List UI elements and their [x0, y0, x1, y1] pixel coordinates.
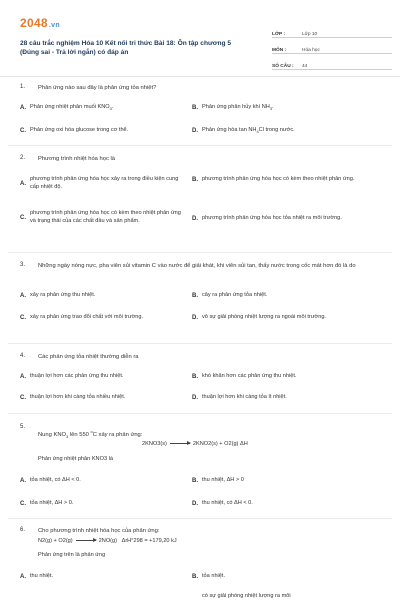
- site-logo[interactable]: [20, 16, 60, 30]
- meta-subject-value: Hóa học: [302, 48, 320, 53]
- option-2c[interactable]: [20, 210, 188, 225]
- option-letter: B.: [192, 292, 198, 299]
- option-letter: C.: [20, 127, 26, 134]
- question-stem: Những ngày nóng nực, pha viên sủi vitamin C vào nước để giải khát, khi viên sủi tan, thấy nước trong cốc mát hơn đó là do: [38, 263, 356, 269]
- option-letter: A.: [20, 180, 26, 187]
- option-text: thuận lợi hơn khi càng tỏa nhiều nhiệt.: [30, 394, 126, 400]
- question-divider: [8, 413, 392, 414]
- option-text: thuận lợi hơn các phản ứng thu nhiệt.: [30, 373, 124, 379]
- option-text: phương trình phản ứng hóa học tỏa nhiệt ra môi trường.: [202, 215, 342, 221]
- option-5b[interactable]: [192, 477, 244, 485]
- reaction-arrow-icon: [170, 443, 190, 444]
- option-letter: A.: [20, 373, 26, 380]
- option-text: cây ra phản ứng tỏa nhiệt.: [202, 292, 268, 298]
- question-stem: Phương trình nhiệt hóa học là: [38, 156, 115, 162]
- option-letter: C.: [20, 214, 26, 221]
- reaction-equation: [38, 538, 177, 544]
- option-text: có sự giải phóng nhiệt lượng ra môi: [202, 593, 291, 599]
- question-stem: Phản ứng nào sau đây là phản ứng tỏa nhiệt?: [38, 85, 157, 91]
- question-number: 4.: [20, 353, 26, 359]
- question-stem: Các phản ứng tỏa nhiệt thường diễn ra: [38, 354, 139, 360]
- option-text: khó khăn hơn các phản ứng thu nhiệt.: [202, 373, 297, 379]
- option-letter: A.: [20, 292, 26, 299]
- option-letter: B.: [192, 477, 198, 484]
- option-2a[interactable]: [20, 176, 180, 191]
- option-3b[interactable]: [192, 292, 267, 300]
- document-header: [20, 10, 390, 72]
- meta-grade-value: Lớp 10: [302, 32, 318, 37]
- option-1c[interactable]: [20, 127, 128, 135]
- option-6b[interactable]: [192, 573, 225, 581]
- option-1d[interactable]: [192, 127, 295, 136]
- question-divider: [8, 343, 392, 344]
- reaction-arrow-icon: [76, 540, 96, 541]
- meta-count: [272, 54, 392, 70]
- equation-products: 2NO(g): [98, 538, 118, 544]
- option-6a[interactable]: [20, 573, 53, 581]
- header-divider: [0, 76, 400, 77]
- option-letter: B.: [192, 573, 198, 580]
- meta-subject-label: MÔN :: [272, 48, 287, 53]
- option-text: vô sự giải phóng nhiệt lượng ra ngoài môi trường.: [202, 314, 326, 320]
- option-5c[interactable]: [20, 500, 73, 508]
- option-1a[interactable]: [20, 104, 113, 113]
- question-divider: [8, 252, 392, 253]
- option-text: phương trình phản ứng hóa học có kèm theo nhiệt phản ứng và trạng thái của các chất đầu và sản phẩm.: [30, 210, 181, 224]
- reaction-equation: [142, 441, 248, 447]
- option-5d[interactable]: [192, 500, 253, 508]
- question-stem: Nung $KNO_3$ lên 550 $^o$C xảy ra phản ứng:: [38, 429, 143, 440]
- option-letter: D.: [192, 128, 198, 135]
- option-letter: B.: [192, 176, 198, 183]
- option-letter: A.: [20, 105, 26, 112]
- meta-grade: [272, 22, 392, 38]
- meta-grade-label: LỚP :: [272, 32, 286, 37]
- option-text: Phản ứng hòa $\tan NH_4Cl$ trong nước.: [202, 127, 295, 135]
- option-text: thu nhiệt, ΔH > 0: [202, 477, 244, 483]
- option-3a[interactable]: [20, 292, 95, 300]
- option-letter: B.: [192, 373, 198, 380]
- option-letter: C.: [20, 500, 26, 507]
- option-4b[interactable]: [192, 373, 297, 381]
- option-4a[interactable]: [20, 373, 124, 381]
- option-1b[interactable]: [192, 104, 274, 113]
- option-text: Phản ứng nhiệt phân muối $KNO_3$.: [30, 104, 114, 112]
- option-text: tỏa nhiệt, có ΔH < 0.: [30, 477, 81, 483]
- option-2b[interactable]: [192, 176, 362, 184]
- option-3d[interactable]: [192, 314, 362, 322]
- option-4c[interactable]: [20, 394, 125, 402]
- option-text: phương trình phản ứng hóa học có kèm theo nhiệt phản ứng.: [202, 176, 355, 182]
- option-text: phương trình phản ứng hóa học xảy ra trong điều kiện cung cấp nhiệt độ.: [30, 176, 179, 190]
- option-letter: C.: [20, 394, 26, 401]
- option-text: Phản ứng phân hủy khí $NH_3$.: [202, 104, 274, 112]
- option-letter: D.: [192, 314, 198, 321]
- logo-tld: .vn: [48, 22, 60, 29]
- option-2d[interactable]: [192, 215, 362, 223]
- meta-panel: [272, 22, 392, 70]
- question-divider: [8, 518, 392, 519]
- option-text: xảy ra phản ứng trao đổi chất với môi trường.: [30, 314, 144, 320]
- option-text: thuận lợi hơn khi càng tỏa ít nhiệt.: [202, 394, 287, 400]
- equation-enthalpy: ΔrH°298 = +179,20 kJ: [121, 538, 177, 544]
- equation-products: 2KNO2(s) + O2(g) ΔH: [192, 441, 248, 447]
- option-text: thu nhiệt.: [30, 573, 54, 579]
- question-number: 5.: [20, 424, 26, 430]
- option-text: thu nhiệt, có ΔH < 0.: [202, 500, 253, 506]
- meta-subject: [272, 38, 392, 54]
- question-number: 1.: [20, 84, 26, 90]
- question-number: 6.: [20, 527, 26, 533]
- option-letter: A.: [20, 477, 26, 484]
- option-4d[interactable]: [192, 394, 287, 402]
- option-letter: C.: [20, 314, 26, 321]
- question-divider: [8, 145, 392, 146]
- option-text: xảy ra phản ứng thu nhiệt.: [30, 292, 96, 298]
- option-3c[interactable]: [20, 314, 180, 322]
- option-letter: D.: [192, 215, 198, 222]
- logo-text: 2048: [20, 16, 48, 30]
- page-title: 28 câu trắc nghiệm Hóa 10 Kết nối tri thức Bài 18: Ôn tập chương 5 (Đúng sai - Trả lời ngắn) có đáp án: [20, 40, 231, 57]
- question-number: 2.: [20, 155, 26, 161]
- meta-count-value: 44: [302, 64, 308, 69]
- option-text: Phản ứng oxi hóa glucose trong cơ thể.: [30, 127, 129, 133]
- equation-reactants: 2KNO3(s): [142, 441, 167, 447]
- option-letter: D.: [192, 500, 198, 507]
- question-number: 3.: [20, 262, 26, 268]
- option-5a[interactable]: [20, 477, 81, 485]
- option-letter: D.: [192, 394, 198, 401]
- option-text: tỏa nhiệt.: [202, 573, 226, 579]
- option-letter: B.: [192, 105, 198, 112]
- question-stem-continued: Phản ứng trên là phản ứng: [38, 552, 106, 558]
- option-text: tỏa nhiệt, ΔH > 0.: [30, 500, 74, 506]
- question-stem-continued: Phản ứng nhiệt phân KNO3 là: [38, 456, 113, 462]
- option-letter: A.: [20, 573, 26, 580]
- equation-reactants: N2(g) + O2(g): [38, 538, 73, 544]
- meta-count-label: SỐ CÂU :: [272, 64, 294, 69]
- question-stem: Cho phương trình nhiệt hóa học của phản ứng:: [38, 528, 160, 534]
- option-6c-partial[interactable]: [192, 593, 291, 600]
